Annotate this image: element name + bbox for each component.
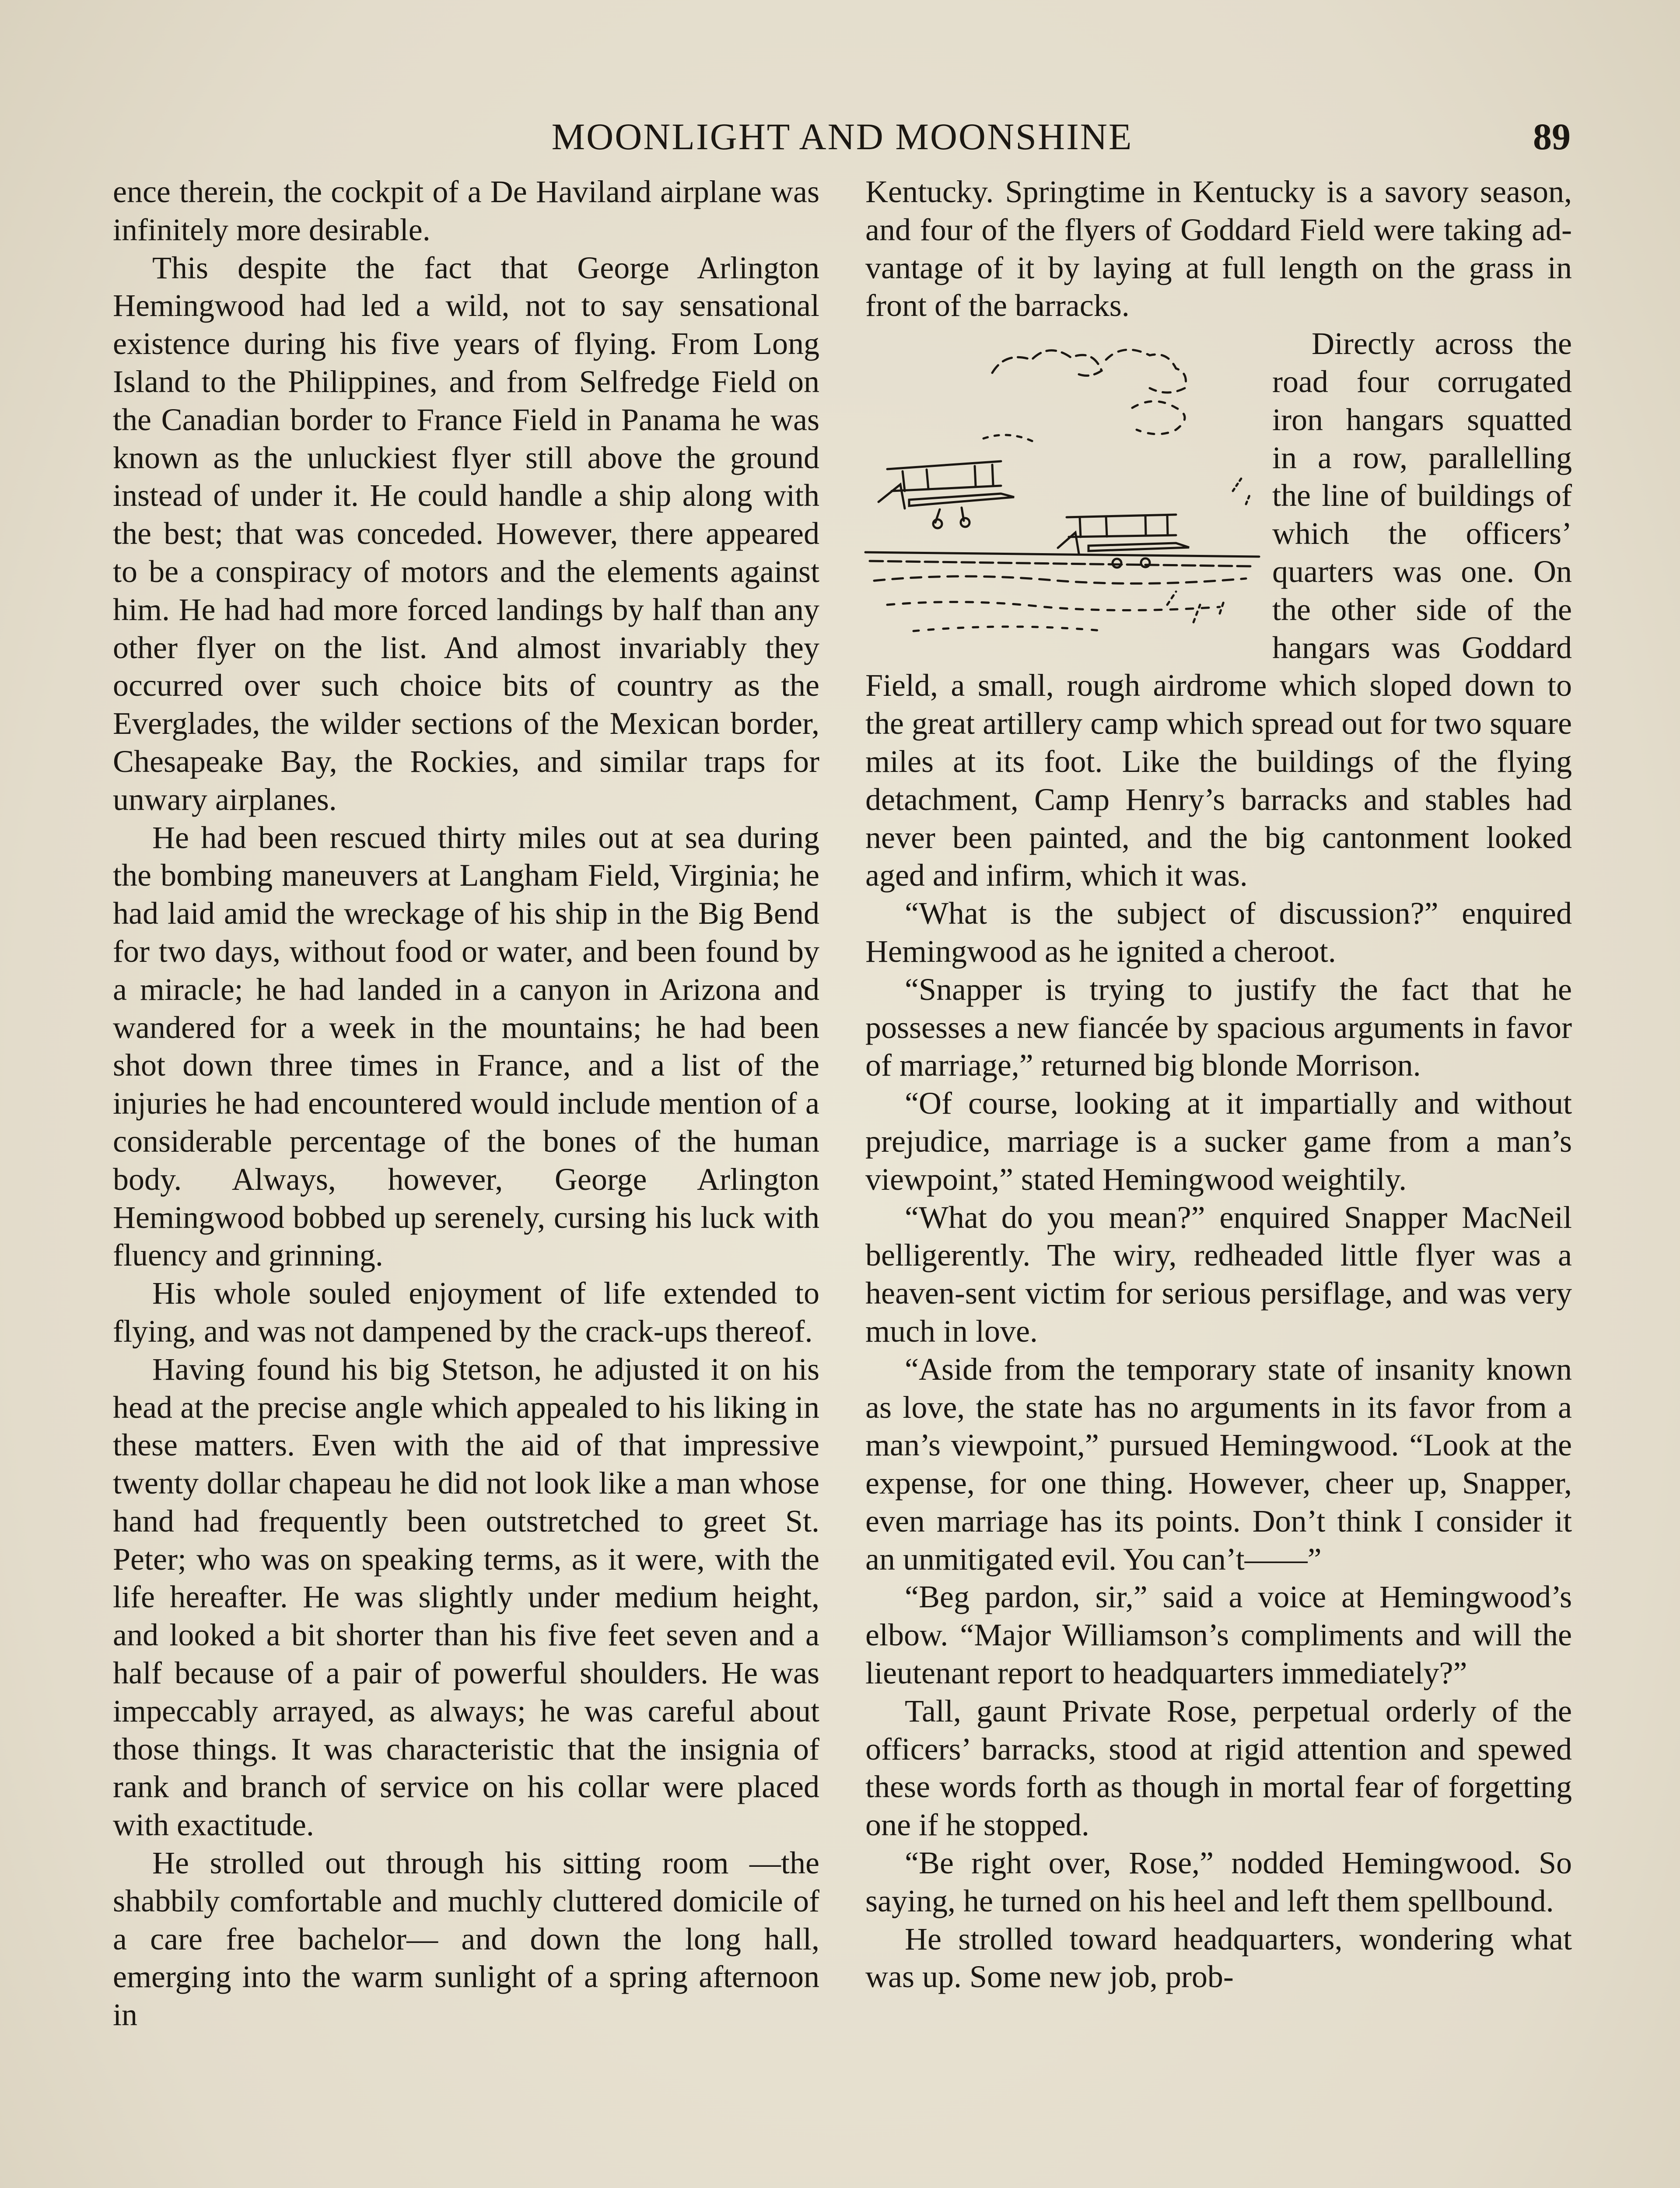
paragraph: “What is the subject of discussion?” enquired Hemingwood as he ignited a cheroot. — [865, 896, 1572, 969]
paragraph: He had been rescued thirty miles out at sea during the bombing maneuvers at Langham Field, Virginia; he had laid amid the wreckage of his ship in the Big Bend for two days, without food or water, and been found by a miracle; he had landed in a canyon in Arizona and wandered for a week in the mountains; he had been shot down three times in France, and a list of the injuries he had encountered would include mention of a considerable percentage of the bones of the human body. Always, however, George Arlington Hemingwood bobbed up serenely, cursing his luck with fluency and grinning. — [113, 820, 819, 1273]
paragraph: Having found his big Stetson, he adjusted it on his head at the precise angle which appealed to his liking in these matters. Even with the aid of that impressive twenty dollar chapeau he did not look like a man whose hand had frequently been outstretched to greet St. Peter; who was on speaking terms, as it were, with the life hereafter. He was slightly under medium height, and looked a bit shorter than his five feet seven and a half because of a pair of powerful shoulders. He was impeccably arrayed, as always; he was careful about those things. It was characteristic that the insignia of rank and branch of service on his collar were placed with exactitude. — [113, 1351, 819, 1843]
paragraph: “Snapper is trying to justify the fact that he possesses a new fiancée by spacious arguments in favor of marriage,” returned big blonde Morrison. — [865, 971, 1572, 1083]
paragraph: This despite the fact that George Arlington Hemingwood had led a wild, not to say sensational existence during his five years of flying. From Long Island to the Philippines, and from Selfredge Field on the Canadian border to France Field in Panama he was known as the unluckiest flyer still above the ground instead of under it. He could handle a ship along with the best; that was conceded. However, there appeared to be a conspiracy of motors and the elements against him. He had had more forced landings by half than any other flyer on the list. And almost invariably they occurred over such choice bits of country as the Everglades, the wilder sections of the Mexican border, Chesapeake Bay, the Rockies, and similar traps for unwary airplanes. — [113, 250, 819, 817]
paragraph: Tall, gaunt Private Rose, perpetual orderly of the officers’ barracks, stood at rigid attention and spewed these words forth as though in mortal fear of forgetting one if he stopped. — [865, 1693, 1572, 1843]
paragraph: His whole souled enjoyment of life extended to flying, and was not dampened by the crack-ups thereof. — [113, 1276, 819, 1349]
paragraph: “Be right over, Rose,” nodded Hemingwood. So saying, he turned on his heel and left them spellbound. — [865, 1845, 1572, 1918]
paragraph: “Beg pardon, sir,” said a voice at Hemingwood’s elbow. “Major Williamson’s compliments and will the lieutenant report to headquarters immediately?” — [865, 1579, 1572, 1691]
paragraph: “Of course, looking at it impartially and without prejudice, marriage is a sucker game from a man’s viewpoint,” stated Hemingwood weightily. — [865, 1086, 1572, 1197]
right-column — [865, 173, 1572, 1996]
paragraph: ence therein, the cockpit of a De Haviland airplane was infinitely more desirable. — [113, 174, 819, 247]
paragraph: Directly across the road four corrugated iron hangars squatted in a row, parallelling the line of buildings of which the officers’ quarters was one. On the other side of the hangars was Goddard Field, a small, rough airdrome which sloped down to the great artillery camp which spread out for two square miles at its foot. Like the buildings of the flying detachment, Camp Henry’s barracks and stables had never been painted, and the big cantonment looked aged and infirm, which it was. — [865, 326, 1572, 893]
page-number: 89 — [1533, 116, 1571, 158]
paragraph: He strolled toward headquarters, wondering what was up. Some new job, prob- — [865, 1921, 1572, 1995]
running-title: MOONLIGHT AND MOONSHINE — [551, 116, 1133, 158]
page-header — [114, 115, 1571, 163]
biplanes-sketch-icon — [861, 325, 1264, 666]
paragraph: “Aside from the temporary state of insanity known as love, the state has no arguments in its favor from a man’s viewpoint,” pursued Hemingwood. “Look at the expense, for one thing. However, cheer up, Snapper, even marriage has its points. Don’t think I consider it an unmitigated evil. You can’t——” — [865, 1351, 1572, 1577]
paragraph: He strolled out through his sitting room —the shabbily comfortable and muchly cluttered domicile of a care free bachelor— and down the long hall, emerging into the warm sunlight of a spring afternoon in — [113, 1845, 819, 2033]
paragraph: “What do you mean?” enquired Snapper MacNeil belligerently. The wiry, redheaded little flyer was a heaven-sent victim for serious persiflage, and was very much in love. — [865, 1199, 1572, 1349]
left-column — [113, 173, 819, 2034]
paragraph: Kentucky. Springtime in Kentucky is a savory season, and four of the flyers of Goddard Field were taking advantage of it by laying at full length on the grass in front of the barracks. — [865, 174, 1572, 323]
